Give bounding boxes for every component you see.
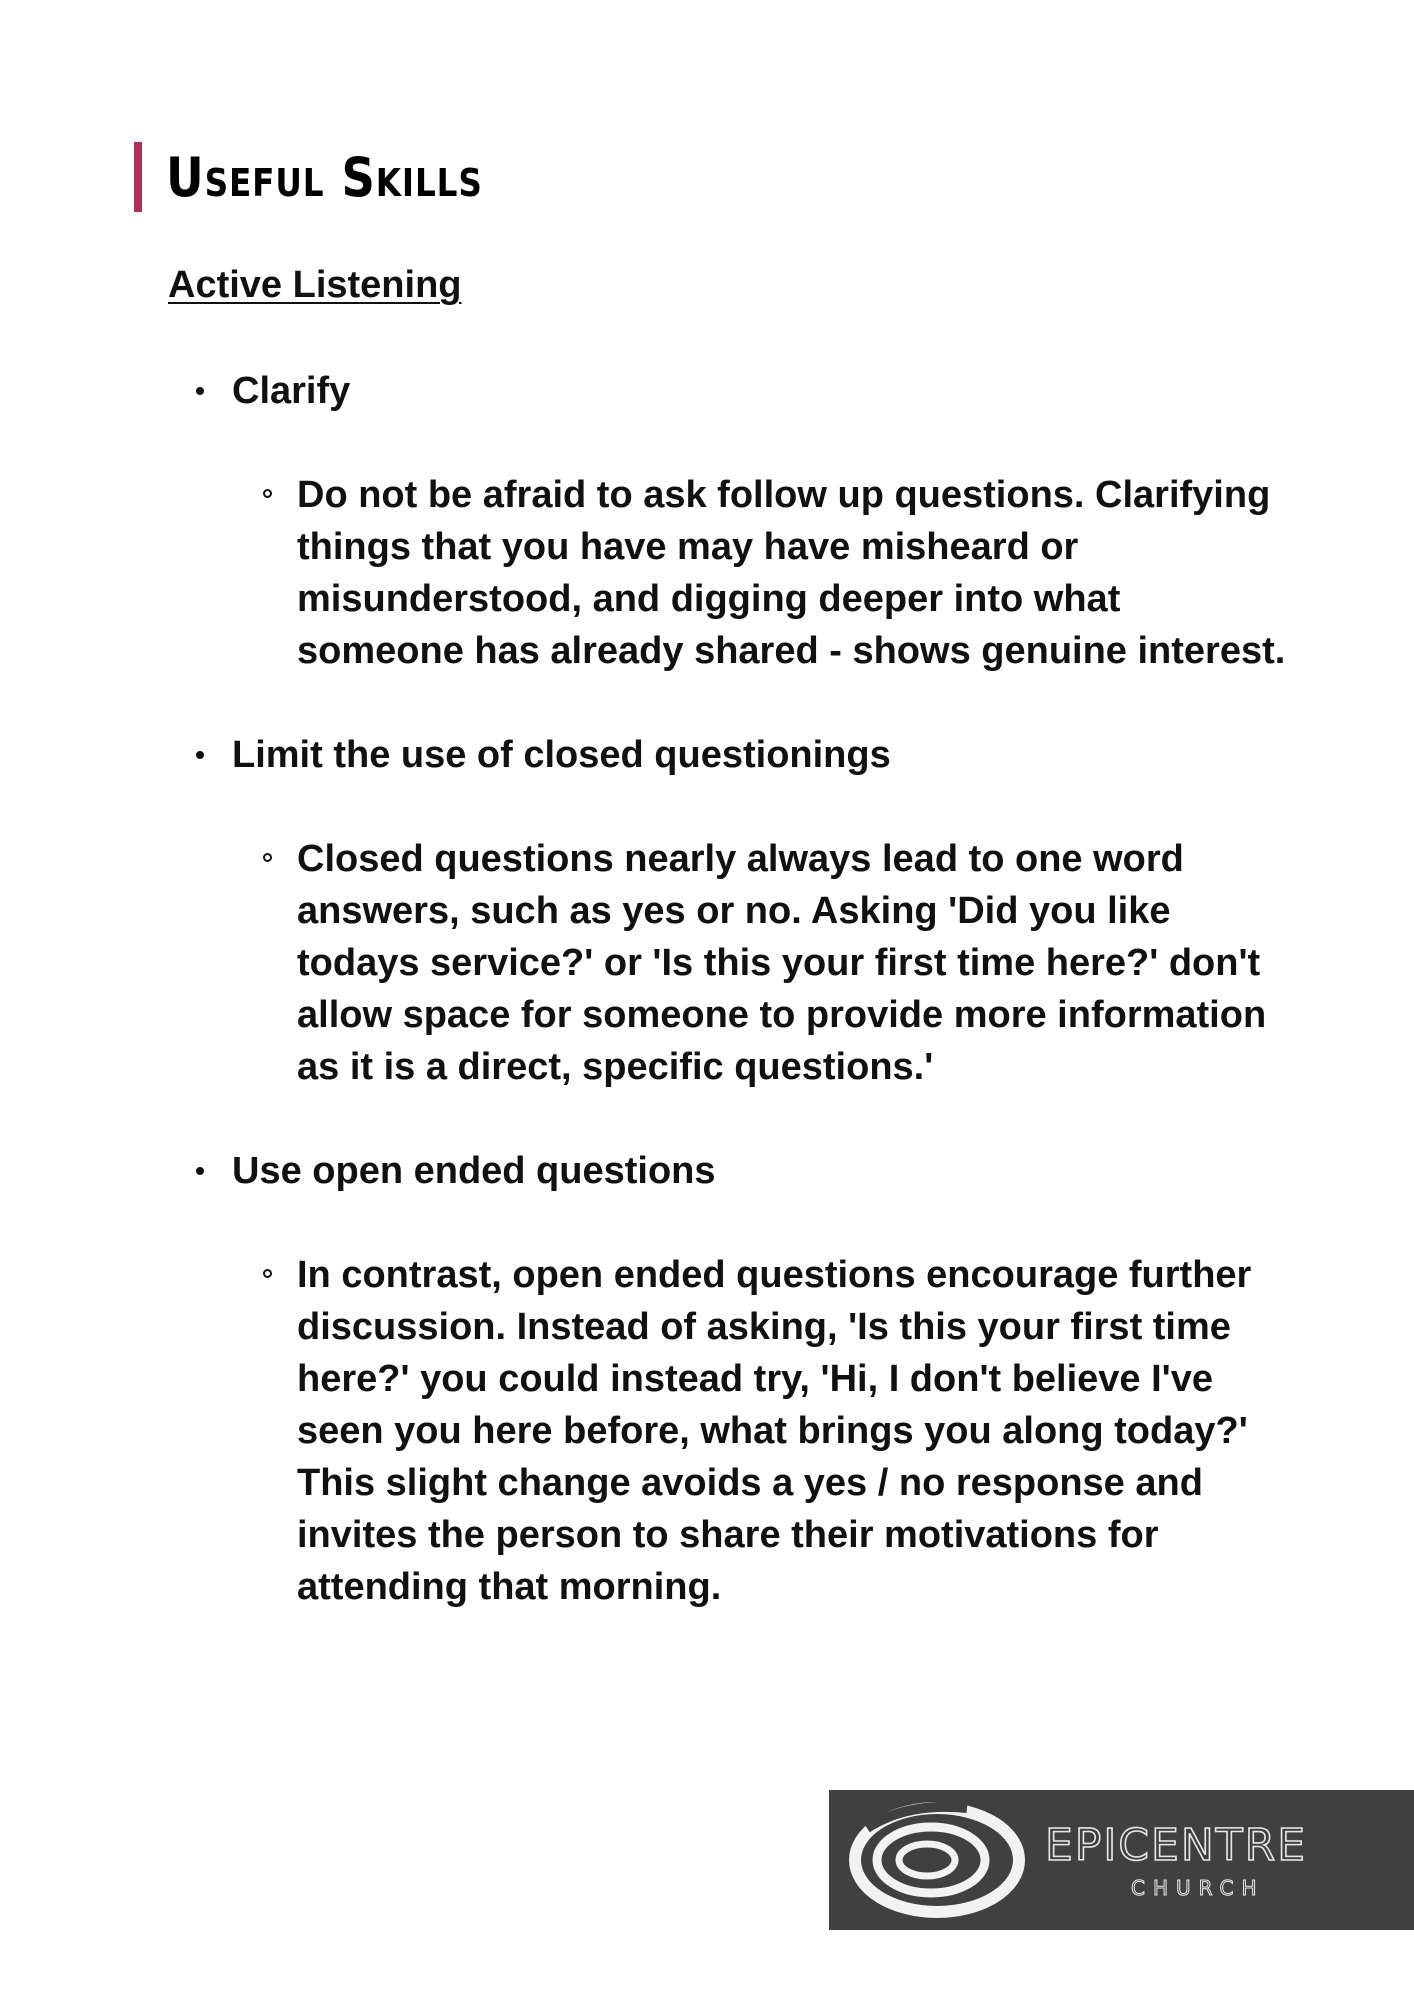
swirl-logo-icon (847, 1798, 1027, 1922)
bullet-icon (196, 751, 204, 759)
list-item-label: Clarify (232, 370, 351, 412)
sub-list-item (297, 1249, 1297, 1613)
logo-name: EPICENTRE (1045, 1820, 1307, 1871)
sub-list-item-text: In contrast, open ended questions encourage further discussion. Instead of asking, 'Is this your first time here?' you could instead try, 'Hi, I don't believe I've seen you here before, what brings you along today?' This slight change avoids a yes / no response and invites the person to share their motivations for attending that morning. (297, 1254, 1252, 1608)
page-title: Useful Skills (166, 145, 483, 209)
hollow-bullet-icon (263, 1269, 272, 1278)
list-item (168, 365, 1298, 417)
page-title-block (134, 142, 534, 212)
sub-list-item-text: Do not be afraid to ask follow up questions. Clarifying things that you have may have misheard or misunderstood, and digging deeper into what someone has already shared - shows genuine interest. (297, 474, 1286, 672)
list-item-label: Use open ended questions (232, 1150, 716, 1192)
bullet-icon (196, 1167, 204, 1175)
skills-list (168, 365, 1298, 1613)
list-item (168, 1145, 1298, 1197)
sub-list-item-text: Closed questions nearly always lead to one word answers, such as yes or no. Asking 'Did you like todays service?' or 'Is this your first time here?' don't allow space for someone to provide more information as it is a direct, specific questions.' (297, 838, 1267, 1088)
list-item-label: Limit the use of closed questionings (232, 734, 891, 776)
hollow-bullet-icon (263, 853, 272, 862)
hollow-bullet-icon (263, 489, 272, 498)
sub-list-item (297, 833, 1297, 1093)
title-accent-bar (134, 142, 142, 212)
logo-subtitle: CHURCH (1131, 1876, 1265, 1900)
list-item (168, 729, 1298, 781)
church-logo (829, 1790, 1414, 1930)
section-heading: Active Listening (168, 264, 462, 306)
bullet-icon (196, 387, 204, 395)
sub-list-item (297, 469, 1297, 677)
